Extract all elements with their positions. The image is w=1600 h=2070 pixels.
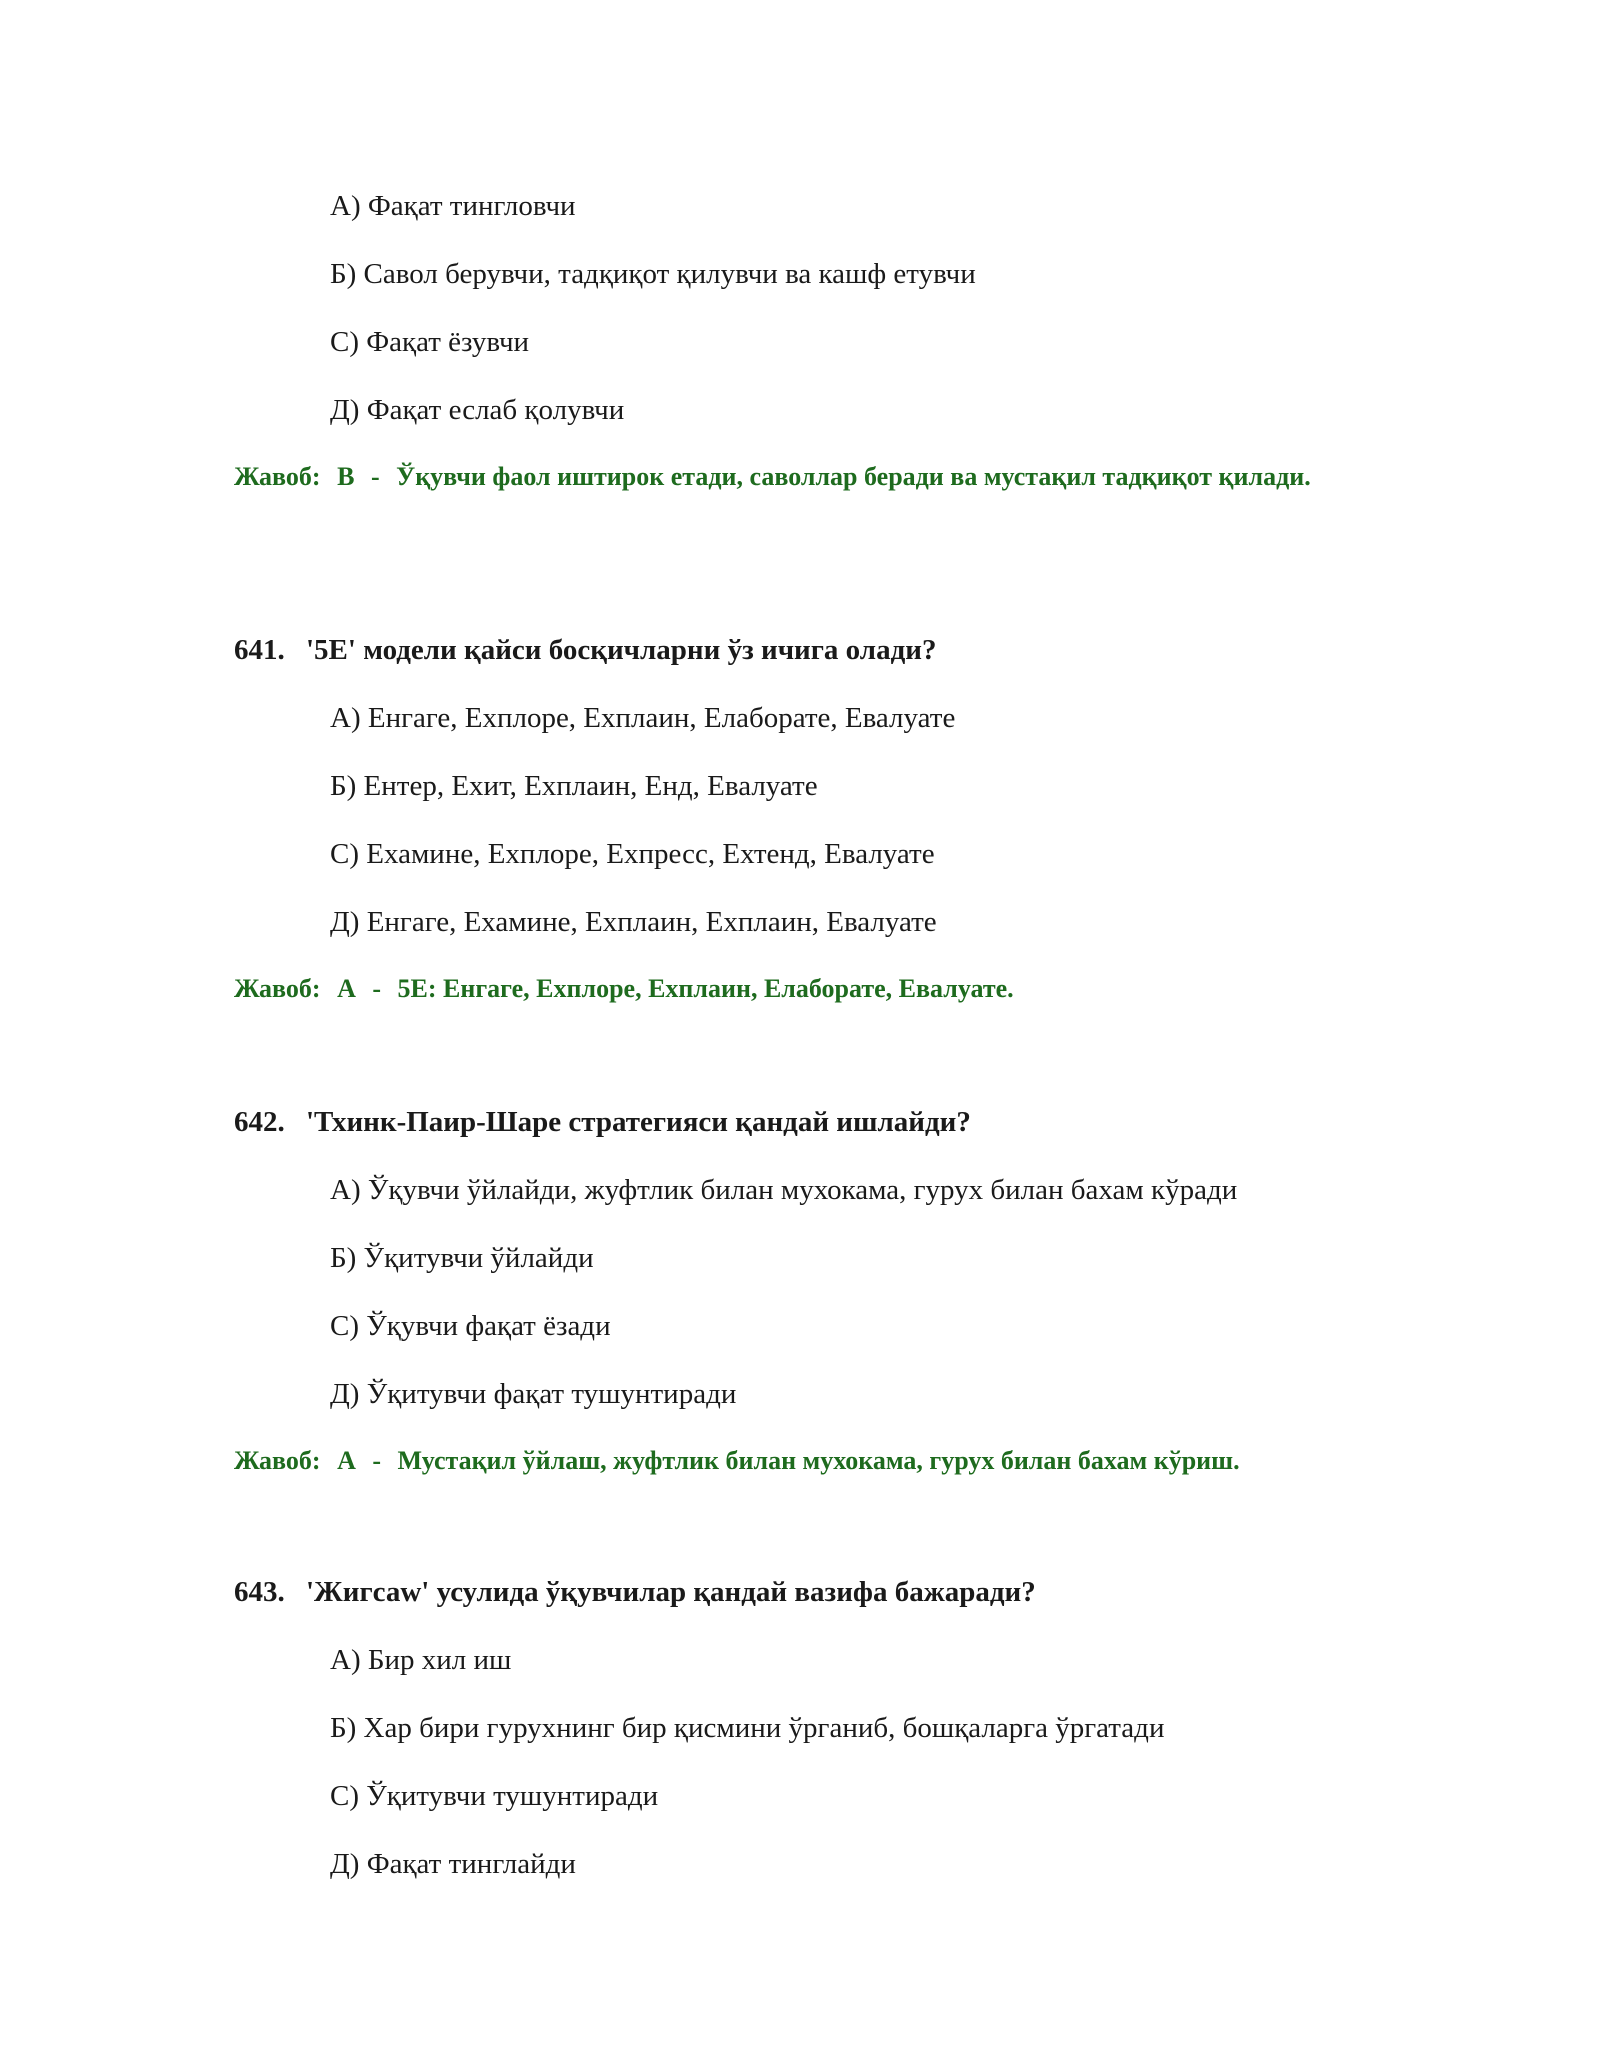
option-b: Б) Ентер, Ехит, Ехплаин, Енд, Евалуате [330,770,818,802]
answer-line [234,458,1364,496]
option-d: Д) Фақат еслаб қолувчи [330,394,625,426]
answer-line [234,1442,1364,1480]
option-a: А) Бир хил иш [330,1644,512,1676]
question-number: 642. [234,1106,285,1138]
question-641 [234,632,936,668]
option-d: Д) Енгаге, Ехамине, Ехплаин, Ехплаин, Евалуате [330,906,937,938]
option-c: С) Фақат ёзувчи [330,326,530,358]
option-c: С) Ўқувчи фақат ёзади [330,1310,611,1342]
question-643 [234,1574,1036,1610]
answer-dash: - [370,462,380,491]
answer-letter: А [337,974,356,1003]
answer-line [234,970,1364,1008]
question-number: 643. [234,1576,285,1608]
option-a: А) Енгаге, Ехплоре, Ехплаин, Елаборате, Евалуате [330,702,956,734]
option-b: Б) Савол берувчи, тадқиқот қилувчи ва кашф етувчи [330,258,976,290]
answer-prefix: Жавоб: [234,1446,321,1475]
answer-prefix: Жавоб: [234,974,321,1003]
answer-letter: А [337,1446,356,1475]
question-text: 'Жигсаw' усулида ўқувчилар қандай вазифа бажаради? [306,1576,1036,1608]
answer-dash: - [372,1446,382,1475]
answer-text: 5Е: Енгаге, Ехплоре, Ехплаин, Елаборате, Евалуате. [397,974,1014,1003]
answer-text: Мустақил ўйлаш, жуфтлик билан мухокама, гурух билан бахам кўриш. [397,1446,1240,1475]
option-d: Д) Фақат тинглайди [330,1848,576,1880]
question-text: '5Е' модели қайси босқичларни ўз ичига олади? [306,634,937,666]
option-b: Б) Хар бири гурухнинг бир қисмини ўрганиб, бошқаларга ўргатади [330,1712,1165,1744]
option-b: Б) Ўқитувчи ўйлайди [330,1242,594,1274]
option-a: А) Ўқувчи ўйлайди, жуфтлик билан мухокама, гурух билан бахам кўради [330,1174,1238,1206]
answer-prefix: Жавоб: [234,462,321,491]
question-text: 'Тхинк-Паир-Шаре стратегияси қандай ишлайди? [306,1106,971,1138]
option-a: А) Фақат тингловчи [330,190,576,222]
answer-text: Ўқувчи фаол иштирок етади, саволлар беради ва мустақил тадқиқот қилади. [396,462,1311,491]
option-d: Д) Ўқитувчи фақат тушунтиради [330,1378,737,1410]
option-c: С) Ехамине, Ехплоре, Ехпресс, Ехтенд, Евалуате [330,838,935,870]
answer-dash: - [372,974,382,1003]
option-c: С) Ўқитувчи тушунтиради [330,1780,659,1812]
question-number: 641. [234,634,285,666]
answer-letter: В [337,462,355,491]
question-642 [234,1104,971,1140]
